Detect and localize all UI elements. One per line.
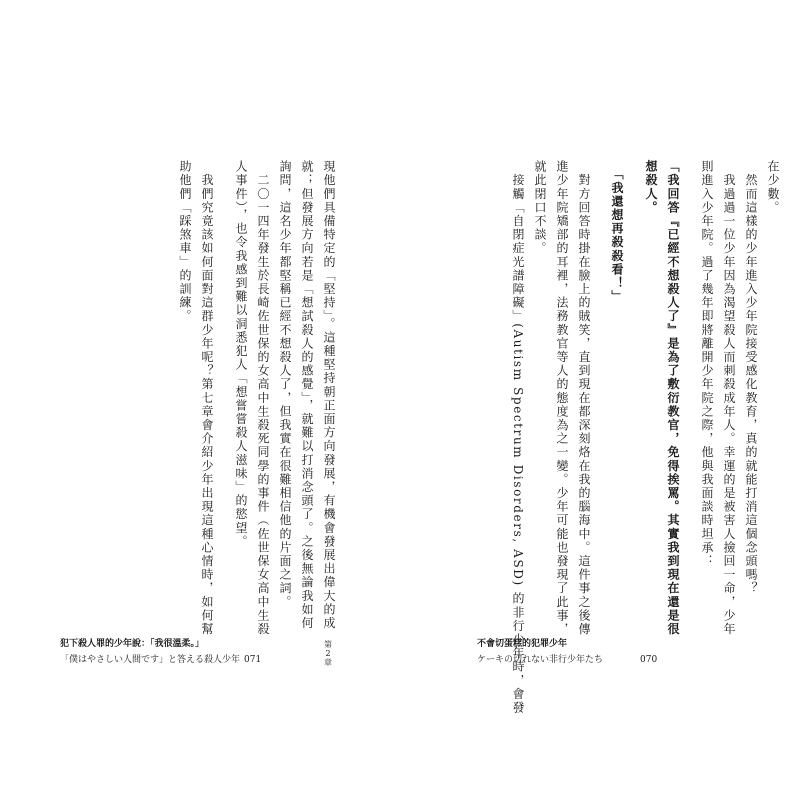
page-number: 070 <box>640 655 658 665</box>
text-column: 在少數。 <box>766 160 780 215</box>
text-column: 詢問，這名少年都堅稱已經不想殺人了，但我實在很難相信他的片面之詞。 <box>278 160 292 609</box>
text-column: 「我回答『已經不想殺人了』是為了敷衍教官，免得挨罵。其實我到現在還是很 <box>666 160 680 636</box>
running-subtitle: ケーキの切れない非行少年たち <box>477 655 604 665</box>
text-column: 我過過一位少年因為渴望殺人而刺殺成年人。幸運的是被害人撿回一命，少年 <box>722 160 736 636</box>
text-column: 二〇一四年發生於長崎佐世保的女高中生殺死同學的事件（佐世保女高中生殺 <box>256 160 270 636</box>
text-column: 進少年院矯部的耳裡，法務教官等人的態度為之一變。少年可能也發現了此事， <box>555 160 569 636</box>
chapter-label-part: 2 <box>325 649 331 658</box>
text-column: 「我還想再殺殺看！」 <box>610 160 624 304</box>
text-column: 然而這樣的少年進入少年院接受感化教育，真的就能打消這個念頭嗎？ <box>744 160 758 596</box>
right-page <box>400 0 800 800</box>
text-column: 助他們「踩煞車」的訓練。 <box>178 160 192 324</box>
running-subtitle: 「僕はやさしい人間です」と答える殺人少年 <box>60 655 241 665</box>
running-title: 不會切蛋糕的犯罪少年 <box>477 639 568 649</box>
chapter-label-part: 章 <box>324 658 332 667</box>
text-column: 對方回答時掛在臉上的賊笑，直到現在都深刻烙在我的腦海中。這件事之後傳 <box>577 160 591 636</box>
page-number: 071 <box>244 655 262 665</box>
running-title: 犯下殺人罪的少年說：「我很溫柔。」 <box>60 639 205 649</box>
text-column: 則進入少年院。過了幾年即將離開少年院之際，他與我面談時坦承： <box>700 160 714 568</box>
chapter-label-part: 第 <box>324 640 332 649</box>
chapter-label <box>322 640 334 667</box>
text-column: 想殺人。 <box>644 160 658 215</box>
text-column: 就；但發展方向若是「想試殺人的感覺」，就難以打消念頭了。之後無論我如何 <box>300 160 314 630</box>
text-column: 現他們具備特定的「堅持」。這種堅持朝正面方向發展，有機會發展出偉大的成 <box>322 160 336 630</box>
text-column: 就此閉口不談。 <box>533 160 547 256</box>
text-column: 我們究竟該如何面對這群少年呢？第七章會介紹少年出現這種心情時，如何幫 <box>200 160 214 636</box>
text-column: 人事件），也令我感到難以洞悉犯人「想嘗嘗殺人滋味」的慾望。 <box>234 160 248 549</box>
text-column: 接觸「自閉症光譜障礙」(Autism Spectrum Disorders, ASD) 的非行少年時，會發 <box>511 160 525 715</box>
